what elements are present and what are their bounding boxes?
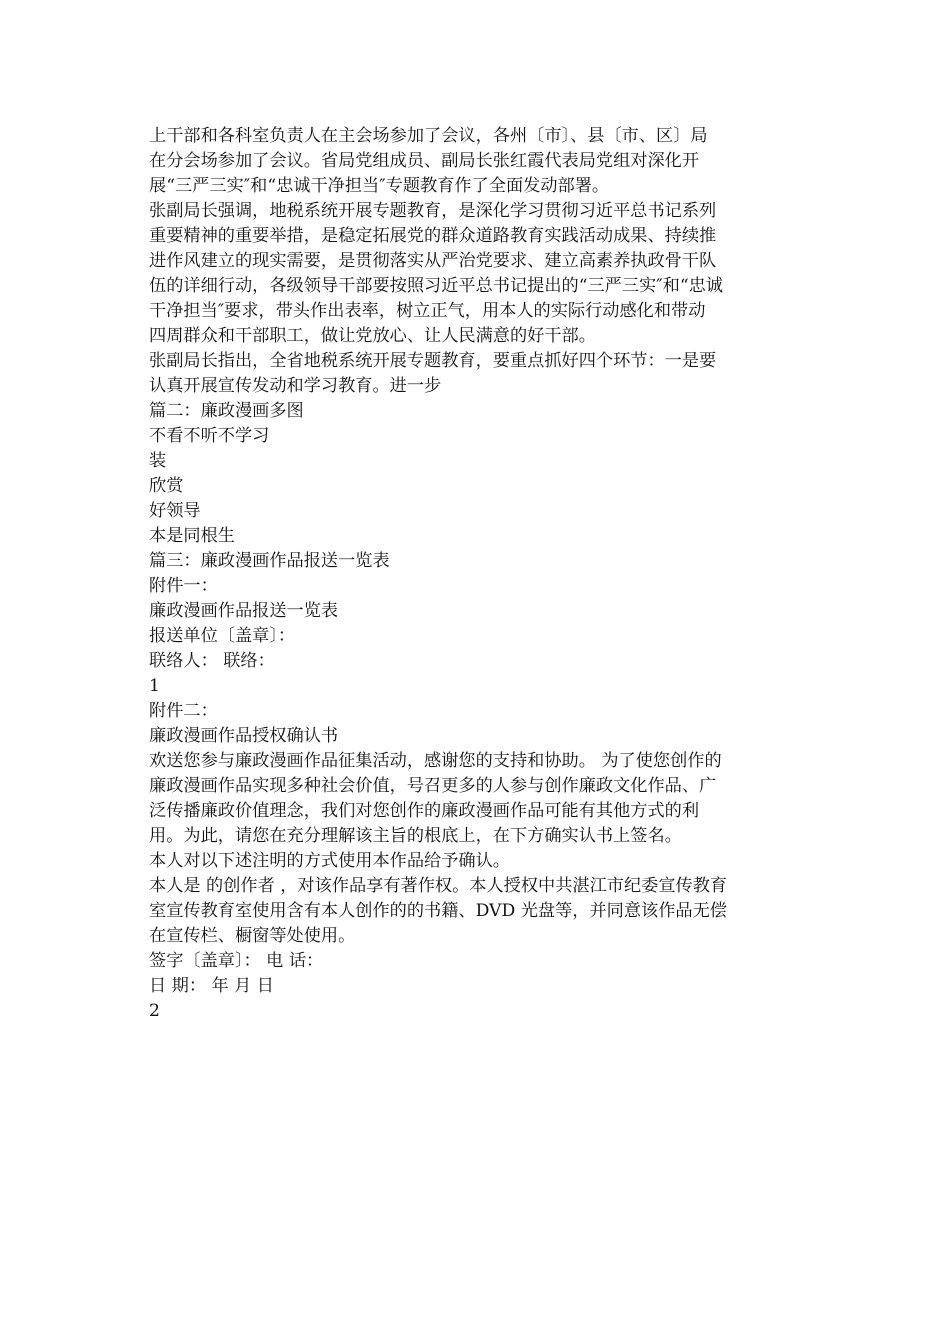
text-line: 签字〔盖章〕： 电 话： [149, 951, 324, 971]
text-line: 本人对以下述注明的方式使用本作品给予确认。 [149, 851, 510, 871]
text-line: 认真开展宣传发动和学习教育。进一步 [149, 376, 442, 396]
text-line: 廉政漫画作品实现多种社会价值，号召更多的人参与创作廉政文化作品、广 [149, 776, 717, 796]
text-line: 泛传播廉政价值理念，我们对您创作的廉政漫画作品可能有其他方式的利 [149, 801, 700, 821]
text-line: 欢送您参与廉政漫画作品征集活动，感谢您的支持和协助。 为了使您创作的 [149, 751, 722, 771]
text-line: 室宣传教育室使用含有本人创作的的书籍、DVD 光盘等，并同意该作品无偿 [149, 901, 727, 921]
text-line: 在宣传栏、橱窗等处使用。 [149, 926, 356, 946]
text-line: 重要精神的重要举措，是稳定拓展党的群众道路教育实践活动成果、持续推 [149, 226, 717, 246]
text-line: 联络人： 联络： [149, 651, 275, 671]
page-number: 1 [149, 676, 160, 696]
text-line: 四周群众和干部职工，做让党放心、让人民满意的好干部。 [149, 326, 596, 346]
document-body [149, 124, 809, 1024]
text-line: 日 期： 年 月 日 [149, 976, 274, 996]
text-line: 不看不听不学习 [149, 426, 270, 446]
text-line: 报送单位〔盖章〕： [149, 626, 296, 646]
text-line: 好领导 [149, 501, 201, 521]
page-number: 2 [149, 1001, 160, 1021]
text-line: 展“三严三实″和“忠诚干净担当″专题教育作了全面发动部署。 [149, 176, 610, 196]
text-line: 本是同根生 [149, 526, 235, 546]
text-line: 在分会场参加了会议。省局党组成员、副局长张红霞代表局党组对深化开 [149, 151, 700, 171]
text-line: 上干部和各科室负责人在主会场参加了会议，各州〔市〕、县〔市、区〕局 [149, 126, 708, 146]
text-line: 用。为此，请您在充分理解该主旨的根底上，在下方确实认书上签名。 [149, 826, 682, 846]
text-line: 装 [149, 451, 167, 471]
text-line: 干净担当″要求，带头作出表率，树立正气，用本人的实际行动感化和带动 [149, 301, 706, 321]
text-line: 附件一： [149, 576, 218, 596]
section-heading: 篇二：廉政漫画多图 [149, 401, 304, 421]
text-line: 伍的详细行动，各级领导干部要按照习近平总书记提出的“三严三实″和“忠诚 [149, 276, 723, 296]
text-line: 廉政漫画作品授权确认书 [149, 726, 339, 746]
text-line: 廉政漫画作品报送一览表 [149, 601, 339, 621]
text-line: 张副局长强调，地税系统开展专题教育，是深化学习贯彻习近平总书记系列 [149, 201, 717, 221]
text-line: 附件二： [149, 701, 218, 721]
text-line: 本人是 的创作者 ，对该作品享有著作权。本人授权中共湛江市纪委宣传教育 [149, 876, 728, 896]
text-line: 张副局长指出，全省地税系统开展专题教育，要重点抓好四个环节：一是要 [149, 351, 717, 371]
text-line: 进作风建立的现实需要，是贯彻落实从严治党要求、建立高素养执政骨干队 [149, 251, 717, 271]
section-heading: 篇三：廉政漫画作品报送一览表 [149, 551, 390, 571]
text-line: 欣赏 [149, 476, 184, 496]
